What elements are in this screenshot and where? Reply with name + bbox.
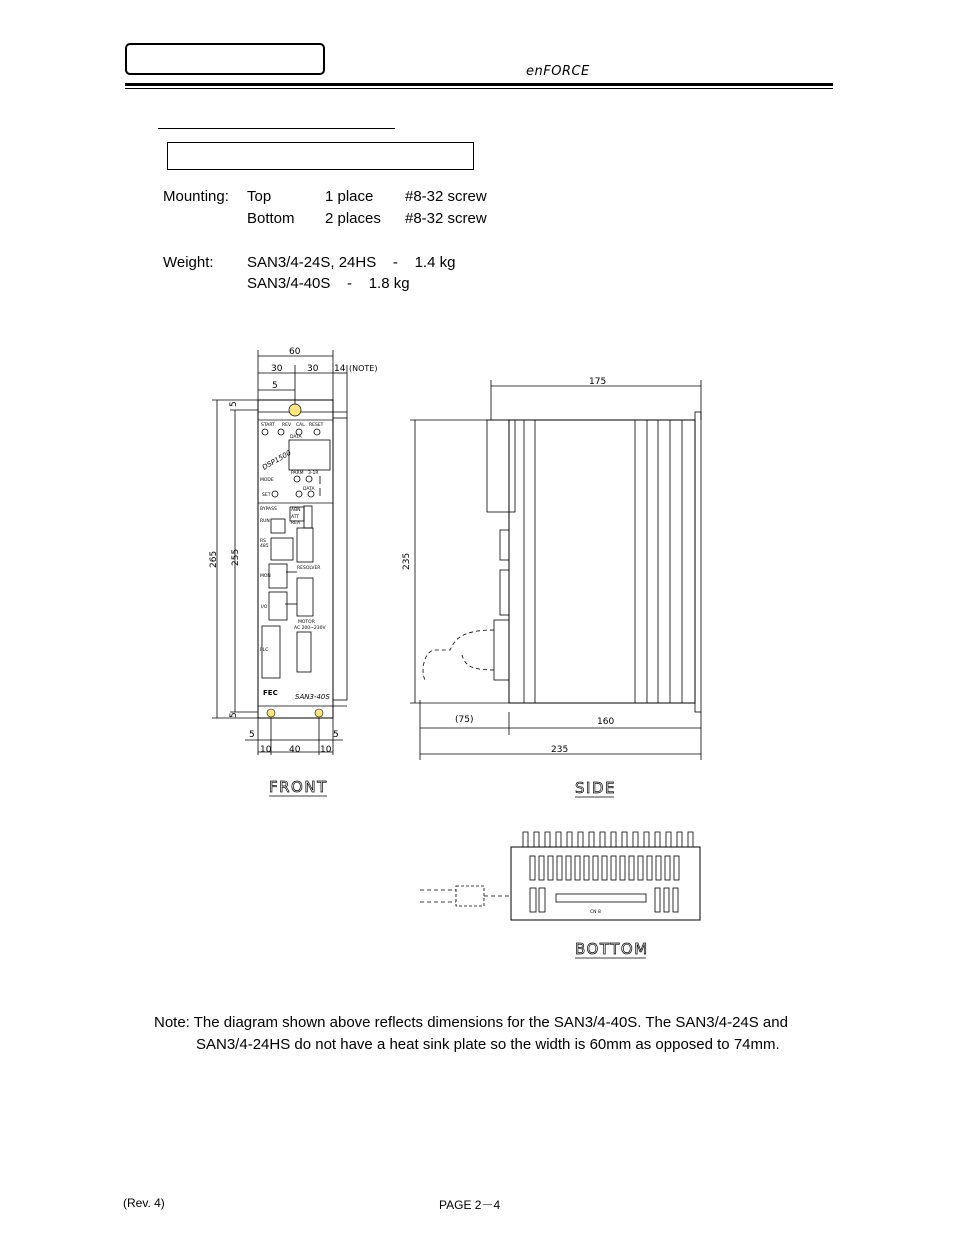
dim-5-top: 5 bbox=[272, 381, 278, 391]
dim-175: 175 bbox=[589, 377, 607, 387]
side-view bbox=[410, 380, 701, 760]
label-ac: AC 200~230V bbox=[294, 626, 326, 631]
weight-40: SAN3/4-40S - 1.8 kg bbox=[247, 275, 410, 292]
label-plc: PLC bbox=[260, 648, 269, 653]
label-data: DATA bbox=[290, 435, 302, 440]
label-rev: REV bbox=[282, 423, 292, 428]
title-front: FRONT bbox=[269, 778, 328, 796]
label-parm: PARM bbox=[291, 471, 304, 476]
dim-30b: 30 bbox=[307, 364, 319, 374]
title-bottom: BOTTOM bbox=[575, 940, 649, 958]
mount-pos-bottom: Bottom bbox=[247, 210, 295, 227]
mount-qty-top: 1 place bbox=[325, 188, 374, 205]
dim-5-left: 5 bbox=[249, 730, 255, 740]
dim-40: 40 bbox=[289, 745, 301, 755]
mounting-label: Mounting: bbox=[163, 188, 229, 205]
dim-5-right: 5 bbox=[333, 730, 339, 740]
label-mon: MON bbox=[260, 574, 271, 579]
mount-screw-top: #8-32 screw bbox=[405, 188, 487, 205]
label-resolver: RESOLVER bbox=[297, 566, 321, 571]
dim-note: (NOTE) bbox=[349, 364, 378, 373]
label-abn: ABN bbox=[291, 508, 301, 513]
dim-255: 255 bbox=[231, 548, 241, 566]
note-line-1: Note: The diagram shown above reflects dimensions for the SAN3/4-40S. The SAN3/4-24S and bbox=[154, 1014, 788, 1031]
dim-160: 160 bbox=[597, 717, 615, 727]
label-rs: RS bbox=[260, 539, 266, 544]
label-bypass: BYPASS bbox=[260, 507, 277, 512]
dim-265: 265 bbox=[209, 550, 219, 568]
label-cn8: CN 8 bbox=[590, 910, 601, 915]
mount-pos-top: Top bbox=[247, 188, 272, 205]
dim-10-left: 10 bbox=[260, 745, 272, 755]
dim-10-right: 10 bbox=[320, 745, 332, 755]
label-run: RUN bbox=[260, 519, 270, 524]
label-start: START bbox=[261, 423, 275, 428]
title-side: SIDE bbox=[575, 779, 616, 797]
note-paragraph bbox=[154, 1012, 823, 1056]
brand-logo: enFORCE bbox=[526, 64, 590, 79]
dim-30a: 30 bbox=[271, 364, 283, 374]
label-chr: 3-1R bbox=[308, 471, 319, 476]
label-motor: MOTOR bbox=[298, 620, 315, 625]
label-model: DSP1500 bbox=[261, 448, 293, 472]
note-line-2: SAN3/4-24HS do not have a heat sink plate so the width is 60mm as opposed to 74mm. bbox=[196, 1036, 780, 1053]
footer-rev: (Rev. 4) bbox=[123, 1196, 165, 1210]
dim-5-lower: 5 bbox=[229, 712, 239, 718]
mount-qty-bottom: 2 places bbox=[325, 210, 381, 227]
weight-label: Weight: bbox=[163, 254, 214, 271]
label-485: 485 bbox=[260, 544, 269, 549]
label-reset: RESET bbox=[309, 423, 324, 428]
weight-24: SAN3/4-24S, 24HS - 1.4 kg bbox=[247, 254, 456, 271]
mount-screw-bottom: #8-32 screw bbox=[405, 210, 487, 227]
dim-235: 235 bbox=[551, 745, 569, 755]
label-io: I/O bbox=[261, 605, 268, 610]
label-att: ATT bbox=[291, 515, 300, 520]
label-data2: DATA bbox=[303, 487, 315, 492]
label-set: SET bbox=[262, 493, 271, 498]
footer-page: PAGE 2－4 bbox=[439, 1198, 501, 1212]
label-brand: FEC bbox=[263, 689, 278, 697]
label-mode: MODE bbox=[260, 478, 274, 483]
dim-60: 60 bbox=[289, 347, 301, 357]
bottom-view bbox=[420, 832, 700, 920]
label-unit: SAN3-40S bbox=[295, 693, 330, 701]
dim-5-upper: 5 bbox=[229, 401, 239, 407]
label-cal: CAL bbox=[296, 423, 305, 428]
dim-14: 14 bbox=[334, 364, 346, 374]
dim-235-vertical: 235 bbox=[402, 552, 412, 570]
dim-75: (75) bbox=[455, 715, 474, 725]
label-rea: REA bbox=[291, 521, 301, 526]
